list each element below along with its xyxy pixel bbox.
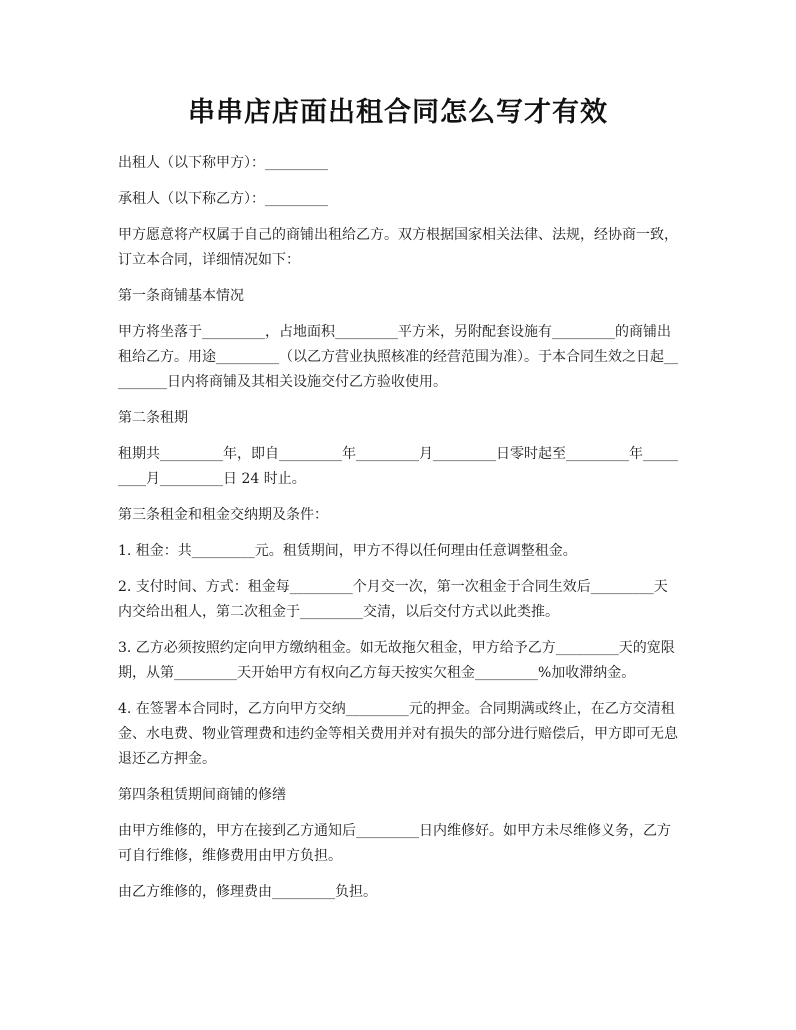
lessee-line: 承租人（以下称乙方）：_________ — [118, 191, 328, 207]
article-4-body-2: 由乙方维修的，修理费由_________负担。 — [118, 884, 377, 900]
article-1-body: 甲方将坐落于_________，占地面积_________平方米，另附配套设施有_________的商铺出租给乙方。用途_________（以乙方营业执照核准的经营范围为准）。于本合同生效之日起_________日内将商铺及其相关设施交付乙方验收使用。 — [118, 324, 678, 390]
article-2-heading: 第二条租期 — [118, 410, 188, 426]
article-2-body: 租期共_________年，即自_________年_________月_________日零时起至_________年_________月_________日 24 时止。 — [118, 446, 678, 487]
article-3-item-2: 2. 支付时间、方式：租金每_________个月交一次，第一次租金于合同生效后_________天内交给出租人，第二次租金于_________交清，以后交付方式以此类推。 — [118, 579, 668, 620]
article-4-body-1: 由甲方维修的，甲方在接到乙方通知后_________日内维修好。如甲方未尽维修义务，乙方可自行维修，维修费用由甲方负担。 — [118, 823, 671, 864]
article-3-heading: 第三条租金和租金交纳期及条件： — [118, 507, 328, 523]
lessor-line: 出租人（以下称甲方）：_________ — [118, 155, 328, 171]
document-title: 串串店店面出租合同怎么写才有效 — [188, 97, 608, 128]
intro-paragraph: 甲方愿意将产权属于自己的商铺出租给乙方。双方根据国家相关法律、法规，经协商一致，订立本合同，详细情况如下： — [118, 227, 678, 268]
article-1-heading: 第一条商铺基本情况 — [118, 288, 244, 304]
article-3-item-3: 3. 乙方必须按照约定向甲方缴纳租金。如无故拖欠租金，甲方给予乙方_________天的宽限期，从第_________天开始甲方有权向乙方每天按实欠租金_________%加收滞纳金。 — [118, 640, 675, 681]
article-3-item-1: 1. 租金：共_________元。租赁期间，甲方不得以任何理由任意调整租金。 — [118, 543, 577, 559]
article-3-item-4: 4. 在签署本合同时，乙方向甲方交纳_________元的押金。合同期满或终止，在乙方交清租金、水电费、物业管理费和违约金等相关费用并对有损失的部分进行赔偿后，甲方即可无息退还乙方押金。 — [118, 701, 678, 767]
article-4-heading: 第四条租赁期间商铺的修缮 — [118, 787, 286, 803]
